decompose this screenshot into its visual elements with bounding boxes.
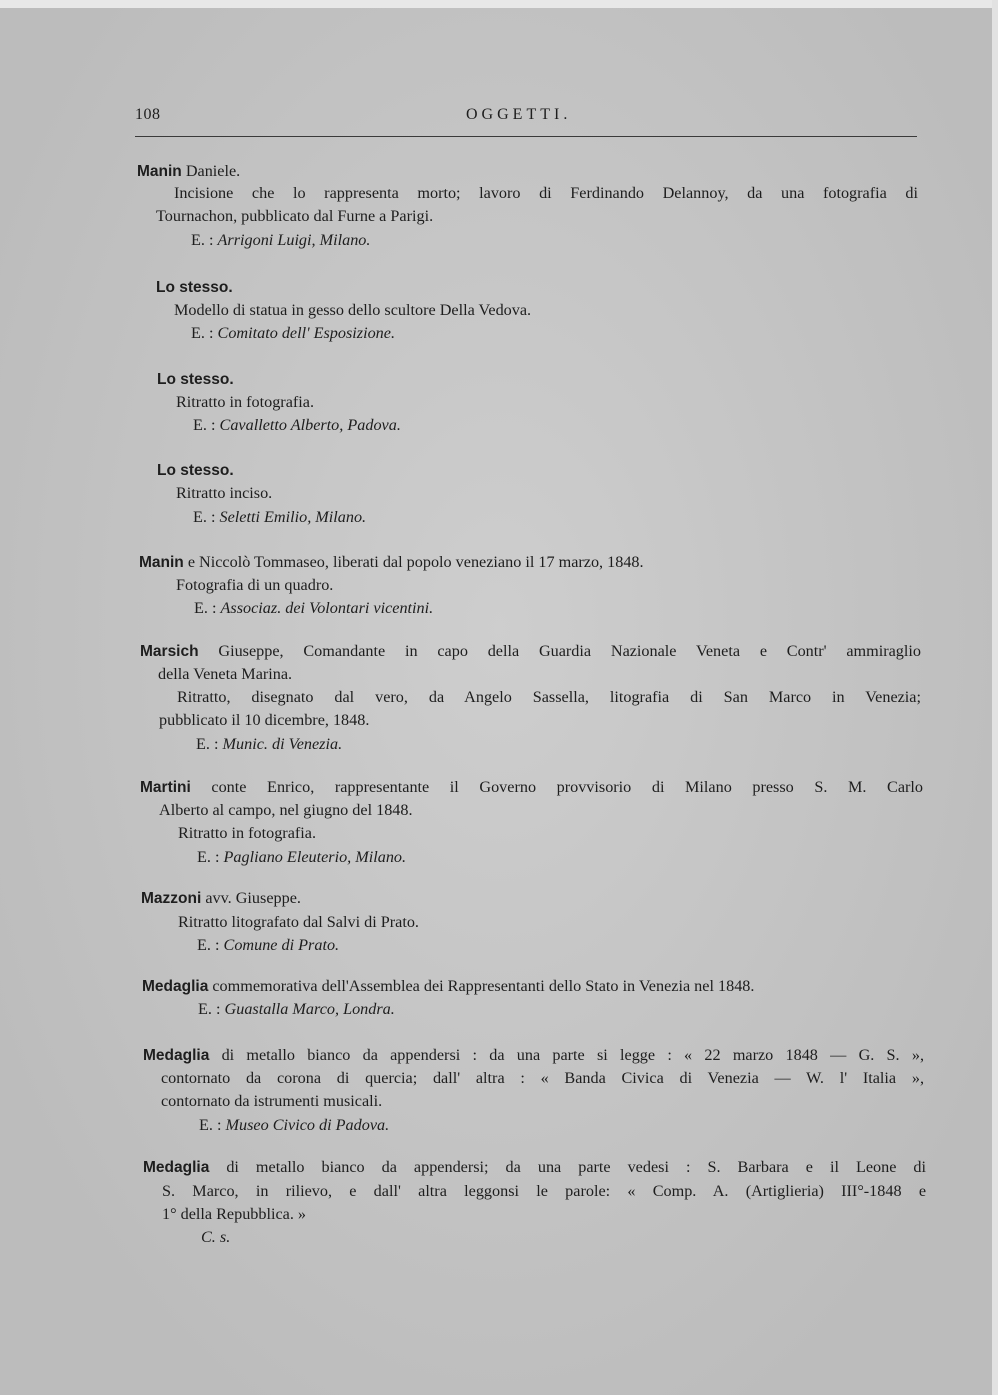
entry-description: Ritratto in fotografia.: [178, 824, 317, 842]
entry-description: Modello di statua in gesso dello scultore Della Vedova.: [174, 301, 532, 319]
entry-exhibitor-line: [198, 999, 395, 1019]
entry-exhibitor-line: [191, 323, 395, 343]
entry-heading-text: 1° della Repubblica. »: [162, 1205, 307, 1223]
entry-heading-text: della Veneta Marina.: [158, 665, 293, 683]
exhibitor-prefix: E. :: [194, 599, 221, 617]
entry-exhibitor-line: [193, 415, 401, 435]
entry-sigla: C. s.: [201, 1228, 231, 1246]
exhibitor-prefix: E. :: [197, 936, 224, 954]
entry-heading-line: [143, 1157, 926, 1178]
entry-heading-text: Alberto al campo, nel giugno del 1848.: [159, 801, 413, 819]
entry-headword: Medaglia: [143, 1159, 210, 1176]
exhibitor-prefix: E. :: [193, 508, 220, 526]
entry-headword: Lo stesso.: [157, 371, 234, 388]
exhibitor-name: Comitato dell' Esposizione.: [217, 324, 396, 342]
exhibitor-name: Cavalletto Alberto, Padova.: [219, 416, 401, 434]
entry-headword: Lo stesso.: [157, 462, 234, 479]
entry-exhibitor-line: [193, 507, 366, 527]
exhibitor-name: Arrigoni Luigi, Milano.: [217, 231, 371, 249]
entry-heading-line: [140, 777, 923, 798]
entry-headword: Manin: [139, 554, 184, 571]
exhibitor-name: Guastalla Marco, Londra.: [224, 1000, 395, 1018]
entry-headword: Mazzoni: [141, 890, 202, 907]
entry-heading-text: Daniele.: [181, 162, 241, 180]
entry-heading-text: contornato da corona di quercia; dall' altra : « Banda Civica di Venezia — W. l' Italia »,: [161, 1069, 924, 1087]
entry-exhibitor-line: [197, 935, 339, 955]
entry-exhibitor-line: [191, 230, 370, 250]
exhibitor-name: Associaz. dei Volontari vicentini.: [220, 599, 434, 617]
entry-description: Ritratto, disegnato dal vero, da Angelo Sassella, litografia di San Marco in Venezia;: [177, 688, 921, 706]
entry-headword: Medaglia: [142, 978, 209, 995]
entry-description: Tournachon, pubblicato dal Furne a Parigi.: [156, 207, 434, 225]
exhibitor-prefix: E. :: [193, 416, 220, 434]
exhibitor-name: Munic. di Venezia.: [222, 735, 343, 753]
exhibitor-prefix: E. :: [191, 324, 218, 342]
entry-heading-line: [137, 161, 240, 182]
entry-headword: Medaglia: [143, 1047, 210, 1064]
exhibitor-prefix: E. :: [199, 1116, 226, 1134]
exhibitor-name: Seletti Emilio, Milano.: [219, 508, 367, 526]
entry-heading-text: commemorativa dell'Assemblea dei Rappresentanti dello Stato in Venezia nel 1848.: [208, 977, 755, 995]
exhibitor-name: Museo Civico di Padova.: [225, 1116, 390, 1134]
exhibitor-name: Pagliano Eleuterio, Milano.: [223, 848, 407, 866]
entry-heading-text: conte Enrico, rappresentante il Governo provvisorio di Milano presso S. M. Carlo: [190, 778, 923, 796]
entry-heading-text: S. Marco, in rilievo, e dall' altra leggonsi le parole: « Comp. A. (Artiglieria) III°-1848 e: [162, 1182, 926, 1200]
entry-description: Fotografia di un quadro.: [176, 576, 334, 594]
entry-heading-line: [142, 976, 754, 997]
exhibitor-prefix: E. :: [198, 1000, 225, 1018]
entry-exhibitor-line: [197, 847, 406, 867]
entry-heading-line: [156, 277, 233, 298]
entry-heading-line: [157, 369, 234, 390]
entry-description: Incisione che lo rappresenta morto; lavoro di Ferdinando Delannoy, da una fotografia di: [174, 184, 918, 202]
entry-heading-text: avv. Giuseppe.: [201, 889, 301, 907]
entry-headword: Marsich: [140, 643, 199, 660]
entry-exhibitor-line: [196, 734, 342, 754]
exhibitor-prefix: E. :: [197, 848, 224, 866]
page-number: 108: [135, 106, 161, 123]
entry-heading-line: [140, 641, 921, 662]
entry-description: Ritratto in fotografia.: [176, 393, 315, 411]
entry-exhibitor-line: [199, 1115, 389, 1135]
entry-heading-line: [141, 888, 301, 909]
entry-heading-line: [143, 1045, 924, 1066]
running-head: OGGETTI.: [466, 106, 572, 123]
entry-heading-line: [139, 552, 644, 573]
exhibitor-name: Comune di Prato.: [223, 936, 340, 954]
entry-heading-line: [157, 460, 234, 481]
entry-description: Ritratto litografato dal Salvi di Prato.: [178, 913, 419, 931]
entry-heading-text: e Niccolò Tommaseo, liberati dal popolo veneziano il 17 marzo, 1848.: [183, 553, 644, 571]
entry-heading-text: contornato da istrumenti musicali.: [161, 1092, 383, 1110]
entry-heading-text: di metallo bianco da appendersi : da una parte si legge : « 22 marzo 1848 — G. S. »,: [209, 1046, 924, 1064]
entry-description: pubblicato il 10 dicembre, 1848.: [159, 711, 370, 729]
entry-description: Ritratto inciso.: [176, 484, 273, 502]
exhibitor-prefix: E. :: [191, 231, 218, 249]
entry-headword: Lo stesso.: [156, 279, 233, 296]
exhibitor-prefix: E. :: [196, 735, 223, 753]
entry-heading-text: di metallo bianco da appendersi; da una parte vedesi : S. Barbara e il Leone di: [209, 1158, 926, 1176]
entry-exhibitor-line: [194, 598, 433, 618]
entry-headword: Manin: [137, 163, 182, 180]
entry-headword: Martini: [140, 779, 191, 796]
entry-heading-text: Giuseppe, Comandante in capo della Guardia Nazionale Veneta e Contr' ammiraglio: [198, 642, 921, 660]
